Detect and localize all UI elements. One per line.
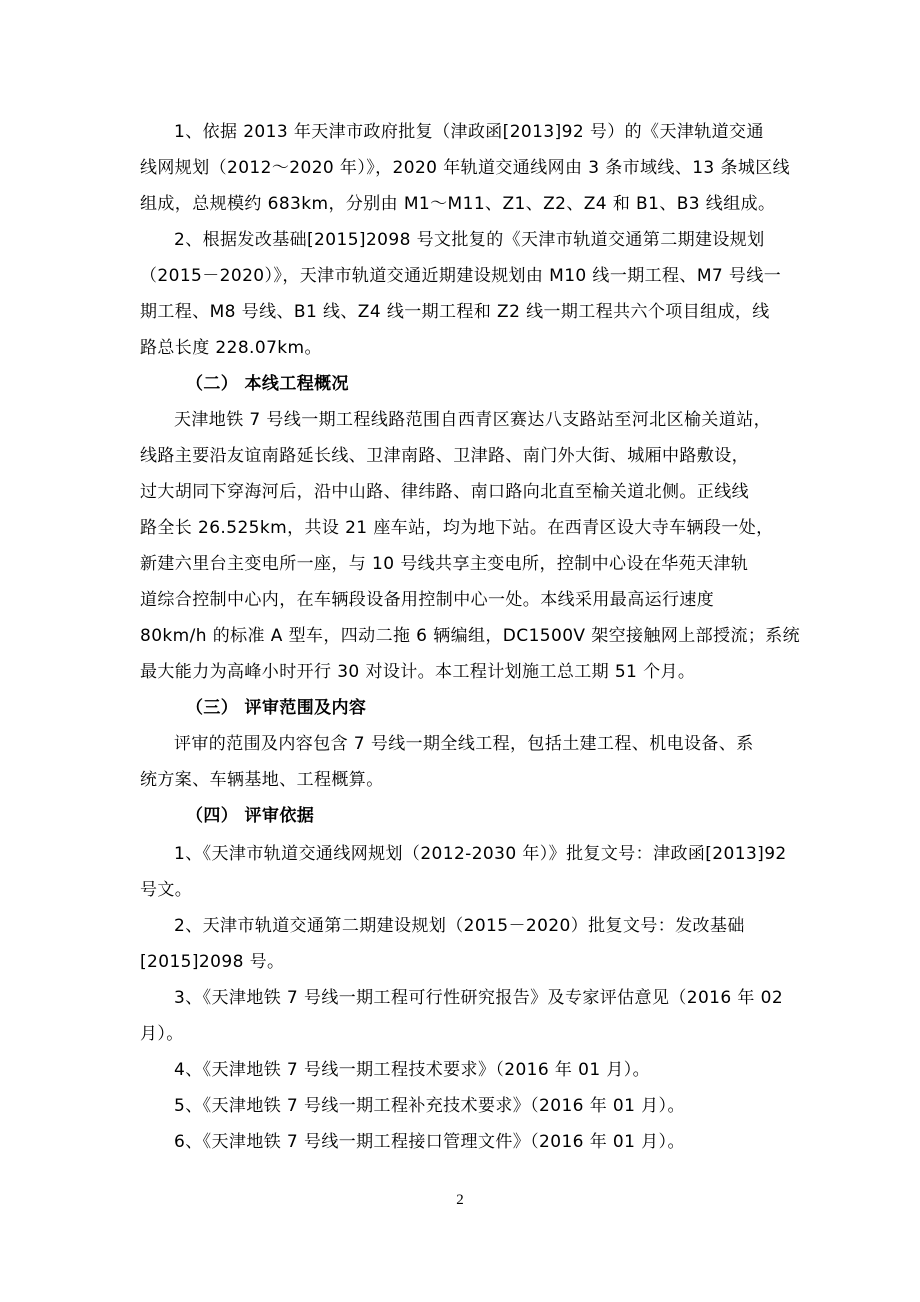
reference-item: 5、《天津地铁 7 号线一期工程补充技术要求》（2016 年 01 月）。 (174, 1096, 685, 1116)
body-text-line: 组成，总规模约 683km，分别由 M1～M11、Z1、Z2、Z4 和 B1、B3 线组成。 (140, 194, 776, 214)
section-heading: （三） 评审范围及内容 (186, 698, 367, 718)
body-text-line: 路总长度 228.07km。 (140, 338, 322, 358)
body-text-line: 1、依据 2013 年天津市政府批复（津政函[2013]92 号）的《天津轨道交通 (174, 122, 764, 142)
reference-item: 4、《天津地铁 7 号线一期工程技术要求》（2016 年 01 月）。 (174, 1060, 651, 1080)
reference-item-cont: [2015]2098 号。 (140, 952, 285, 972)
body-text-line: 期工程、M8 号线、B1 线、Z4 线一期工程和 Z2 线一期工程共六个项目组成，线 (140, 302, 770, 322)
body-text-line: 路全长 26.525km，共设 21 座车站，均为地下站。在西青区设大寺车辆段一处， (140, 518, 774, 538)
reference-item-cont: 月）。 (140, 1024, 184, 1044)
reference-item: 6、《天津地铁 7 号线一期工程接口管理文件》（2016 年 01 月）。 (174, 1132, 685, 1152)
body-text-line: 80km/h 的标准 A 型车，四动二拖 6 辆编组，DC1500V 架空接触网上部授流；系统 (140, 626, 801, 646)
body-text-line: （2015－2020）》，天津市轨道交通近期建设规划由 M10 线一期工程、M7 号线一 (140, 266, 782, 286)
body-text-line: 最大能力为高峰小时开行 30 对设计。本工程计划施工总工期 51 个月。 (140, 662, 696, 682)
body-text-line: 线网规划（2012～2020 年）》，2020 年轨道交通线网由 3 条市域线、13 条城区线 (140, 158, 791, 178)
body-text-line: 新建六里台主变电所一座，与 10 号线共享主变电所，控制中心设在华苑天津轨 (140, 554, 749, 574)
body-text-line: 天津地铁 7 号线一期工程线路范围自西青区赛达八支路站至河北区榆关道站， (174, 410, 772, 430)
reference-item-cont: 号文。 (140, 880, 193, 900)
body-text-line: 道综合控制中心内，在车辆段设备用控制中心一处。本线采用最高运行速度 (140, 590, 715, 610)
body-text-line: 统方案、车辆基地、工程概算。 (140, 770, 384, 790)
reference-item: 1、《天津市轨道交通线网规划（2012-2030 年）》批复文号：津政函[2013]92 (174, 844, 787, 864)
body-text-line: 线路主要沿友谊南路延长线、卫津南路、卫津路、南门外大街、城厢中路敷设， (140, 446, 749, 466)
reference-item: 3、《天津地铁 7 号线一期工程可行性研究报告》及专家评估意见（2016 年 02 (174, 988, 784, 1008)
body-text-line: 2、根据发改基础[2015]2098 号文批复的《天津市轨道交通第二期建设规划 (174, 230, 765, 250)
section-heading: （四） 评审依据 (186, 806, 315, 826)
reference-item: 2、天津市轨道交通第二期建设规划（2015－2020）批复文号：发改基础 (174, 916, 745, 936)
section-heading: （二） 本线工程概况 (186, 374, 349, 394)
body-text-line: 评审的范围及内容包含 7 号线一期全线工程，包括土建工程、机电设备、系 (174, 734, 754, 754)
body-text-line: 过大胡同下穿海河后，沿中山路、律纬路、南口路向北直至榆关道北侧。正线线 (140, 482, 749, 502)
page-number: 2 (456, 1192, 464, 1208)
